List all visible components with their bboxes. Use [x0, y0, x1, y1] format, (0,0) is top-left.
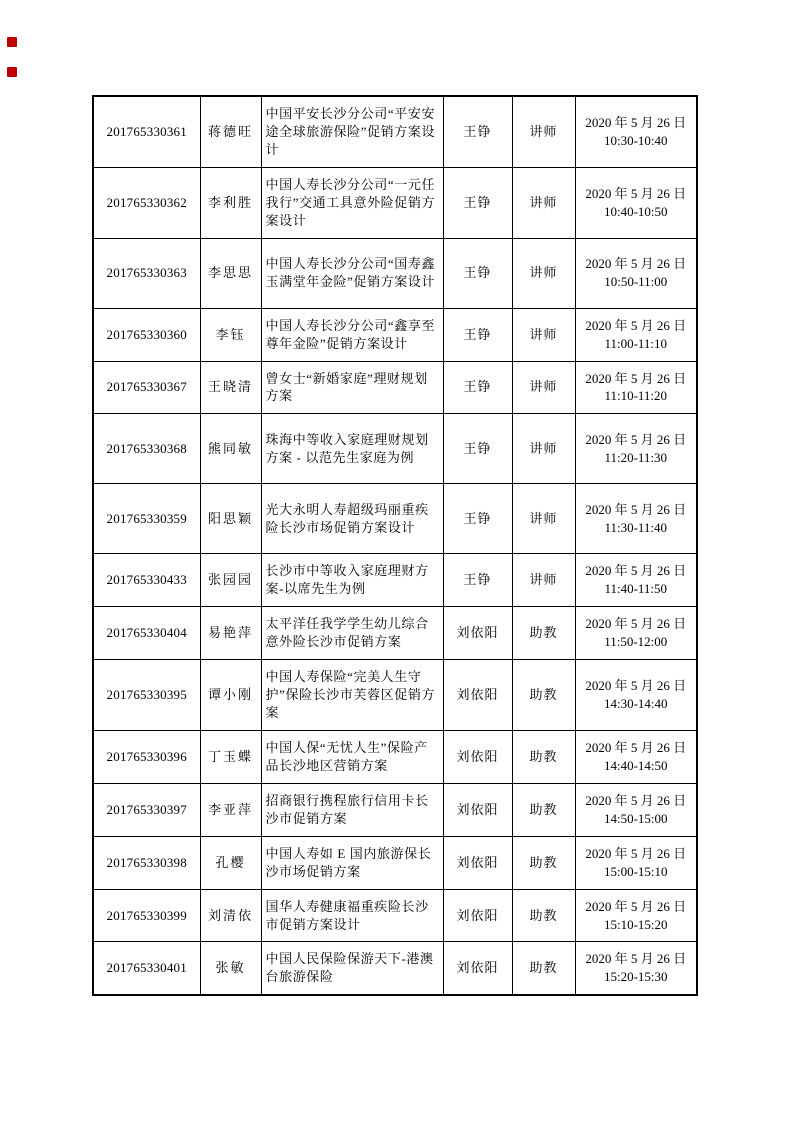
schedule-row [93, 607, 697, 660]
datetime-cell [575, 889, 697, 942]
topic-cell: 中国人寿如 E 国内旅游保长沙市场促销方案 [261, 836, 443, 889]
role-cell: 讲师 [512, 361, 575, 414]
datetime-cell [575, 414, 697, 484]
topic-cell: 光大永明人寿超级玛丽重疾险长沙市场促销方案设计 [261, 484, 443, 554]
time-text: 15:10-15:20 [603, 916, 668, 932]
role-cell: 助教 [512, 942, 575, 995]
student-id-cell: 201765330359 [93, 484, 200, 554]
topic-cell: 太平洋任我学学生幼儿综合意外险长沙市促销方案 [261, 607, 443, 660]
advisor-cell: 刘依阳 [443, 942, 512, 995]
time-text: 11:50-12:00 [604, 634, 668, 650]
student-id-cell: 201765330368 [93, 414, 200, 484]
schedule-row [93, 414, 697, 484]
schedule-row [93, 361, 697, 414]
advisor-cell: 王铮 [443, 361, 512, 414]
date-text: 2020 年 5 月 26 日 [585, 898, 687, 914]
datetime-cell [575, 361, 697, 414]
topic-cell: 曾女士“新婚家庭”理财规划方案 [261, 361, 443, 414]
advisor-cell: 王铮 [443, 167, 512, 238]
topic-cell: 珠海中等收入家庭理财规划方案 - 以范先生家庭为例 [261, 414, 443, 484]
topic-cell: 中国人寿长沙分公司“一元任我行”交通工具意外险促销方案设计 [261, 167, 443, 238]
student-name-cell: 张敏 [200, 942, 261, 995]
date-text: 2020 年 5 月 26 日 [585, 845, 687, 861]
role-cell: 讲师 [512, 238, 575, 308]
datetime-cell [575, 484, 697, 554]
schedule-row [93, 660, 697, 731]
student-id-cell: 201765330395 [93, 660, 200, 731]
datetime-cell [575, 96, 697, 167]
advisor-cell: 刘依阳 [443, 730, 512, 783]
date-text: 2020 年 5 月 26 日 [585, 317, 687, 333]
datetime-cell [575, 660, 697, 731]
student-name-cell: 刘清依 [200, 889, 261, 942]
advisor-cell: 王铮 [443, 308, 512, 361]
student-name-cell: 孔樱 [200, 836, 261, 889]
time-text: 11:40-11:50 [604, 581, 668, 597]
topic-cell: 中国人寿保险“完美人生守护”保险长沙市芙蓉区促销方案 [261, 660, 443, 731]
date-text: 2020 年 5 月 26 日 [585, 185, 687, 201]
topic-cell: 中国平安长沙分公司“平安安途全球旅游保险”促销方案设计 [261, 96, 443, 167]
topic-cell: 招商银行携程旅行信用卡长沙市促销方案 [261, 783, 443, 836]
schedule-row [93, 783, 697, 836]
date-text: 2020 年 5 月 26 日 [585, 431, 687, 447]
student-id-cell: 201765330404 [93, 607, 200, 660]
topic-cell: 中国人寿长沙分公司“鑫享至尊年金险”促销方案设计 [261, 308, 443, 361]
schedule-row [93, 836, 697, 889]
advisor-cell: 王铮 [443, 238, 512, 308]
schedule-row [93, 889, 697, 942]
student-id-cell: 201765330396 [93, 730, 200, 783]
date-text: 2020 年 5 月 26 日 [585, 616, 687, 632]
date-text: 2020 年 5 月 26 日 [585, 501, 687, 517]
role-cell: 讲师 [512, 96, 575, 167]
time-text: 14:40-14:50 [603, 757, 668, 773]
datetime-cell [575, 783, 697, 836]
page-edge-annotation-mark-top [7, 37, 17, 47]
student-name-cell: 熊同敏 [200, 414, 261, 484]
time-text: 11:30-11:40 [604, 519, 668, 535]
role-cell: 讲师 [512, 554, 575, 607]
student-id-cell: 201765330398 [93, 836, 200, 889]
advisor-cell: 王铮 [443, 554, 512, 607]
student-name-cell: 张园园 [200, 554, 261, 607]
date-text: 2020 年 5 月 26 日 [585, 256, 687, 272]
role-cell: 讲师 [512, 484, 575, 554]
datetime-cell [575, 836, 697, 889]
advisor-cell: 王铮 [443, 414, 512, 484]
schedule-row [93, 308, 697, 361]
student-id-cell: 201765330363 [93, 238, 200, 308]
role-cell: 讲师 [512, 414, 575, 484]
role-cell: 助教 [512, 607, 575, 660]
datetime-cell [575, 238, 697, 308]
student-id-cell: 201765330361 [93, 96, 200, 167]
advisor-cell: 刘依阳 [443, 836, 512, 889]
student-name-cell: 王晓清 [200, 361, 261, 414]
student-id-cell: 201765330433 [93, 554, 200, 607]
student-id-cell: 201765330360 [93, 308, 200, 361]
student-id-cell: 201765330401 [93, 942, 200, 995]
topic-cell: 中国人寿长沙分公司“国寿鑫玉满堂年金险”促销方案设计 [261, 238, 443, 308]
schedule-row [93, 730, 697, 783]
schedule-row [93, 238, 697, 308]
schedule-table-body [93, 96, 697, 995]
datetime-cell [575, 554, 697, 607]
date-text: 2020 年 5 月 26 日 [585, 563, 687, 579]
time-text: 11:10-11:20 [604, 388, 668, 404]
schedule-row [93, 554, 697, 607]
student-id-cell: 201765330362 [93, 167, 200, 238]
student-id-cell: 201765330397 [93, 783, 200, 836]
role-cell: 讲师 [512, 167, 575, 238]
datetime-cell [575, 942, 697, 995]
time-text: 11:00-11:10 [604, 335, 668, 351]
topic-cell: 中国人民保险保游天下-港澳台旅游保险 [261, 942, 443, 995]
defense-schedule-table [92, 95, 698, 996]
date-text: 2020 年 5 月 26 日 [585, 792, 687, 808]
date-text: 2020 年 5 月 26 日 [585, 951, 687, 967]
datetime-cell [575, 308, 697, 361]
datetime-cell [575, 607, 697, 660]
student-id-cell: 201765330367 [93, 361, 200, 414]
advisor-cell: 刘依阳 [443, 783, 512, 836]
time-text: 15:20-15:30 [603, 969, 668, 985]
datetime-cell [575, 167, 697, 238]
advisor-cell: 王铮 [443, 96, 512, 167]
date-text: 2020 年 5 月 26 日 [585, 370, 687, 386]
schedule-row [93, 942, 697, 995]
schedule-row [93, 484, 697, 554]
time-text: 11:20-11:30 [604, 449, 668, 465]
role-cell: 助教 [512, 783, 575, 836]
advisor-cell: 刘依阳 [443, 889, 512, 942]
advisor-cell: 刘依阳 [443, 660, 512, 731]
date-text: 2020 年 5 月 26 日 [585, 739, 687, 755]
role-cell: 助教 [512, 730, 575, 783]
topic-cell: 中国人保“无忧人生”保险产品长沙地区营销方案 [261, 730, 443, 783]
schedule-row [93, 96, 697, 167]
student-name-cell: 谭小刚 [200, 660, 261, 731]
role-cell: 讲师 [512, 308, 575, 361]
student-name-cell: 李思思 [200, 238, 261, 308]
time-text: 14:50-15:00 [603, 810, 668, 826]
date-text: 2020 年 5 月 26 日 [585, 678, 687, 694]
topic-cell: 国华人寿健康福重疾险长沙市促销方案设计 [261, 889, 443, 942]
student-name-cell: 丁玉蝶 [200, 730, 261, 783]
advisor-cell: 王铮 [443, 484, 512, 554]
student-name-cell: 李亚萍 [200, 783, 261, 836]
time-text: 14:30-14:40 [603, 696, 668, 712]
student-name-cell: 李利胜 [200, 167, 261, 238]
student-name-cell: 阳思颖 [200, 484, 261, 554]
time-text: 10:40-10:50 [603, 203, 668, 219]
advisor-cell: 刘依阳 [443, 607, 512, 660]
schedule-row [93, 167, 697, 238]
role-cell: 助教 [512, 836, 575, 889]
role-cell: 助教 [512, 889, 575, 942]
topic-cell: 长沙市中等收入家庭理财方案-以席先生为例 [261, 554, 443, 607]
student-name-cell: 蒋德旺 [200, 96, 261, 167]
student-name-cell: 易艳萍 [200, 607, 261, 660]
role-cell: 助教 [512, 660, 575, 731]
date-text: 2020 年 5 月 26 日 [585, 114, 687, 130]
page-edge-annotation-mark-bottom [7, 67, 17, 77]
time-text: 10:30-10:40 [603, 132, 668, 148]
datetime-cell [575, 730, 697, 783]
student-id-cell: 201765330399 [93, 889, 200, 942]
time-text: 10:50-11:00 [604, 274, 668, 290]
time-text: 15:00-15:10 [603, 863, 668, 879]
student-name-cell: 李钰 [200, 308, 261, 361]
